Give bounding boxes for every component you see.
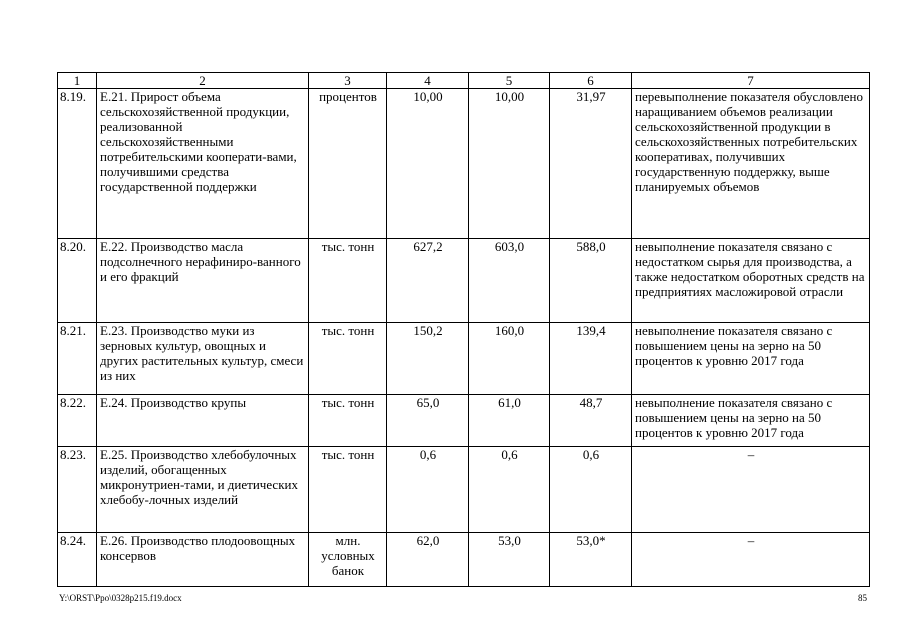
- row-number: 8.21.: [58, 323, 97, 395]
- table-row: [58, 533, 870, 587]
- table-header-row: [58, 73, 870, 89]
- header-cell: 2: [97, 73, 309, 89]
- value-col4: 150,2: [387, 323, 469, 395]
- table-row: [58, 323, 870, 395]
- value-col5: 603,0: [469, 239, 550, 323]
- header-cell: 1: [58, 73, 97, 89]
- indicator-name: Е.23. Производство муки из зерновых культур, овощных и других растительных культур, смеси из них: [97, 323, 309, 395]
- value-col5: 160,0: [469, 323, 550, 395]
- value-col6: 139,4: [550, 323, 632, 395]
- value-col6: 31,97: [550, 89, 632, 239]
- indicator-name: Е.21. Прирост объема сельскохозяйственной продукции, реализованной сельскохозяйственными потребительскими кооперати-вами, получившими средства государственной поддержки: [97, 89, 309, 239]
- indicator-name: Е.26. Производство плодоовощных консервов: [97, 533, 309, 587]
- indicators-table: [57, 72, 870, 587]
- value-col5: 61,0: [469, 395, 550, 447]
- value-col4: 10,00: [387, 89, 469, 239]
- footer-page-number: 85: [858, 593, 867, 603]
- unit-cell: тыс. тонн: [309, 447, 387, 533]
- unit-cell: тыс. тонн: [309, 323, 387, 395]
- unit-cell: тыс. тонн: [309, 395, 387, 447]
- indicator-name: Е.24. Производство крупы: [97, 395, 309, 447]
- unit-cell: млн. условных банок: [309, 533, 387, 587]
- table-row: [58, 447, 870, 533]
- note-cell: невыполнение показателя связано с повышением цены на зерно на 50 процентов к уровню 2017 года: [632, 323, 870, 395]
- note-cell: –: [632, 447, 870, 533]
- table-row: [58, 395, 870, 447]
- row-number: 8.23.: [58, 447, 97, 533]
- header-cell: 5: [469, 73, 550, 89]
- indicator-name: Е.25. Производство хлебобулочных изделий, обогащенных микронутриен-тами, и диетических хлебобу-лочных изделий: [97, 447, 309, 533]
- table-row: [58, 239, 870, 323]
- value-col5: 10,00: [469, 89, 550, 239]
- row-number: 8.20.: [58, 239, 97, 323]
- header-cell: 6: [550, 73, 632, 89]
- value-col6: 0,6: [550, 447, 632, 533]
- header-cell: 3: [309, 73, 387, 89]
- unit-cell: тыс. тонн: [309, 239, 387, 323]
- note-cell: перевыполнение показателя обусловлено наращиванием объемов реализации сельскохозяйственной продукции в сельскохозяйственных потребительских кооперативах, получивших государственную поддержку, выше планируемых объемов: [632, 89, 870, 239]
- value-col6: 588,0: [550, 239, 632, 323]
- value-col4: 627,2: [387, 239, 469, 323]
- row-number: 8.24.: [58, 533, 97, 587]
- value-col6: 48,7: [550, 395, 632, 447]
- header-cell: 4: [387, 73, 469, 89]
- footer-file-path: Y:\ORST\Ppo\0328p215.f19.docx: [59, 593, 182, 603]
- value-col4: 62,0: [387, 533, 469, 587]
- value-col5: 0,6: [469, 447, 550, 533]
- table-row: [58, 89, 870, 239]
- indicator-name: Е.22. Производство масла подсолнечного нерафиниро-ванного и его фракций: [97, 239, 309, 323]
- value-col4: 65,0: [387, 395, 469, 447]
- note-cell: невыполнение показателя связано с повышением цены на зерно на 50 процентов к уровню 2017 года: [632, 395, 870, 447]
- value-col6: 53,0*: [550, 533, 632, 587]
- row-number: 8.19.: [58, 89, 97, 239]
- note-cell: –: [632, 533, 870, 587]
- value-col5: 53,0: [469, 533, 550, 587]
- value-col4: 0,6: [387, 447, 469, 533]
- header-cell: 7: [632, 73, 870, 89]
- row-number: 8.22.: [58, 395, 97, 447]
- note-cell: невыполнение показателя связано с недостатком сырья для производства, а также недостатком оборотных средств на предприятиях масложировой отрасли: [632, 239, 870, 323]
- unit-cell: процентов: [309, 89, 387, 239]
